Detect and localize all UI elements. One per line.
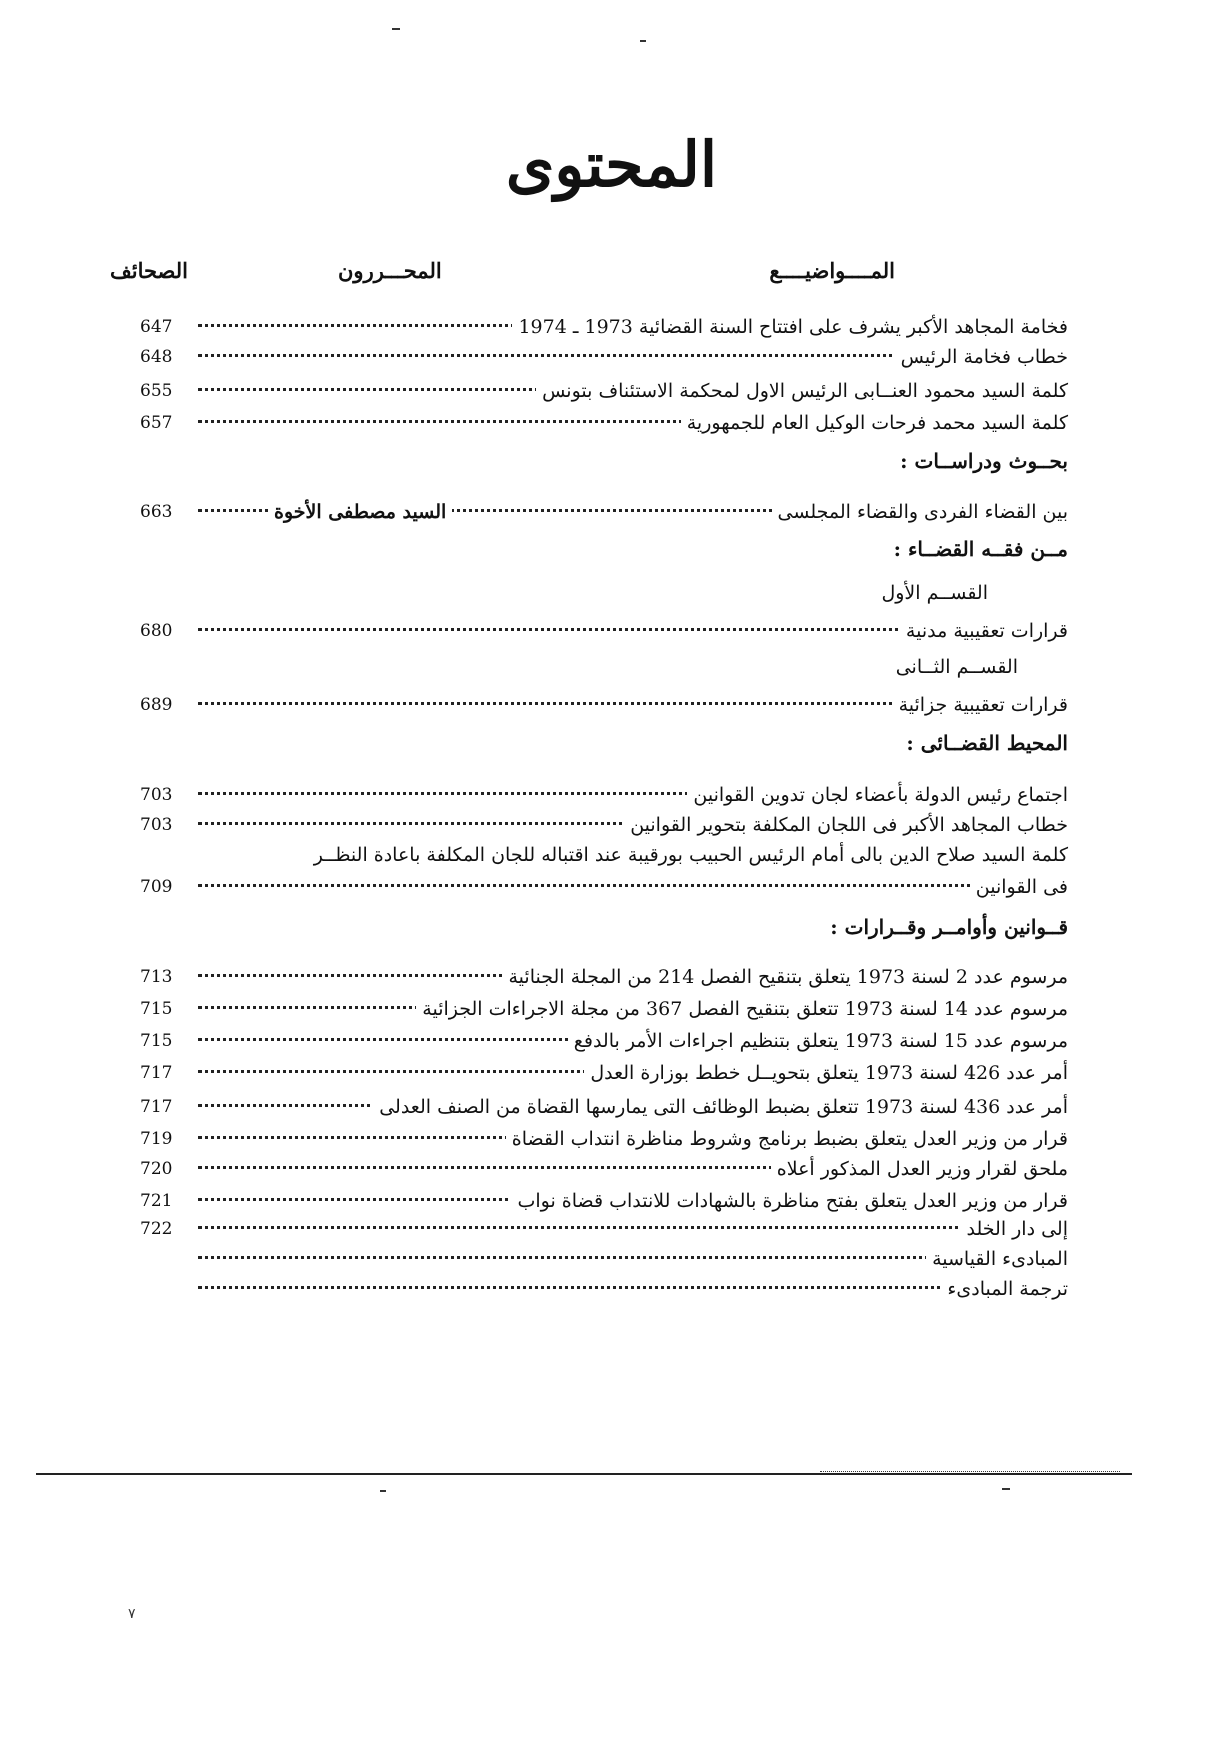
section-heading-jurisprudence: مــن فقــه القضــاء : — [893, 537, 1068, 561]
column-header-pages: الصحائف — [110, 258, 188, 283]
column-header-topics: المــــواضيــــع — [769, 258, 895, 283]
toc-entry-page: 655 — [140, 381, 173, 401]
toc-entry-page: 715 — [140, 999, 173, 1019]
toc-entry-title-line: كلمة السيد صلاح الدين بالى أمام الرئيس الحبيب بورقيبة عند اقتباله للجان المكلفة باعادة النظــر — [313, 844, 1068, 866]
toc-entry — [140, 1186, 1068, 1216]
toc-entry-page: 703 — [140, 815, 173, 835]
toc-entry — [140, 1058, 1068, 1088]
toc-entry-title: المبادىء القياسية — [926, 1244, 1068, 1274]
toc-entry — [140, 962, 1068, 992]
toc-entry — [140, 1124, 1068, 1154]
toc-entry-page: 689 — [140, 695, 173, 715]
toc-entry-page: 648 — [140, 347, 173, 367]
toc-entry-title: قرارات تعقيبية مدنية — [900, 616, 1068, 646]
toc-entry-page: 721 — [140, 1191, 173, 1211]
toc-entry-title: مرسوم عدد 14 لسنة 1973 تتعلق بتنقيح الفصل 367 من مجلة الاجراءات الجزائية — [416, 994, 1068, 1024]
leader-dots — [198, 1286, 1068, 1289]
scan-speck — [640, 40, 646, 42]
toc-entry — [140, 1154, 1068, 1184]
toc-entry-page: 713 — [140, 967, 173, 987]
section-heading-milieu: المحيط القضــائى : — [906, 731, 1068, 755]
toc-entry-page: 719 — [140, 1129, 173, 1149]
scan-speck — [380, 1490, 386, 1492]
toc-entry-page: 647 — [140, 317, 173, 337]
toc-entry-title: مرسوم عدد 15 لسنة 1973 يتعلق بتنظيم اجراءات الأمر بالدفع — [568, 1026, 1068, 1056]
toc-entry — [140, 1274, 1068, 1304]
toc-entry — [140, 690, 1068, 720]
subsection-part-two: القســم الثــانى — [895, 656, 1018, 678]
scan-speck — [1002, 1488, 1010, 1490]
toc-entry — [140, 1244, 1068, 1274]
toc-entry-title: فى القوانين — [970, 872, 1068, 902]
toc-entry — [140, 872, 1068, 902]
toc-entry-title: أمر عدد 426 لسنة 1973 يتعلق بتحويــل خطط بوزارة العدل — [584, 1058, 1068, 1088]
section-heading-laws: قــوانين وأوامــر وقــرارات : — [830, 915, 1068, 939]
toc-entry-page: 715 — [140, 1031, 173, 1051]
toc-entry-title: خطاب المجاهد الأكبر فى اللجان المكلفة بتحوير القوانين — [624, 810, 1068, 840]
toc-entry-title: قرارات تعقيبية جزائية — [893, 690, 1068, 720]
toc-entry-page: 657 — [140, 413, 173, 433]
page-title: المحتوى — [505, 128, 718, 201]
toc-entry — [140, 312, 1068, 342]
column-header-editors: المحـــررون — [338, 258, 442, 283]
toc-entry — [140, 780, 1068, 810]
toc-entry-title: ملحق لقرار وزير العدل المذكور أعلاه — [771, 1154, 1068, 1184]
toc-entry — [140, 1026, 1068, 1056]
toc-entry — [140, 810, 1068, 840]
toc-entry-title: كلمة السيد محمد فرحات الوكيل العام للجمهورية — [681, 408, 1068, 438]
toc-entry-page: 709 — [140, 877, 173, 897]
toc-entry-title: أمر عدد 436 لسنة 1973 تتعلق بضبط الوظائف التى يمارسها القضاة من الصنف العدلى — [373, 1092, 1068, 1122]
toc-entry — [140, 1214, 1068, 1244]
toc-entry — [140, 342, 1068, 372]
toc-entry-title: قرار من وزير العدل يتعلق بضبط برنامج وشروط مناظرة انتداب القضاة — [506, 1124, 1068, 1154]
toc-entry-page: 703 — [140, 785, 173, 805]
scan-speck — [392, 28, 400, 30]
leader-dots — [198, 1226, 1068, 1229]
toc-entry — [140, 994, 1068, 1024]
toc-entry-title: بين القضاء الفردى والقضاء المجلسى — [772, 497, 1068, 527]
toc-entry-page: 717 — [140, 1097, 173, 1117]
toc-entry-page: 720 — [140, 1159, 173, 1179]
toc-entry-page: 663 — [140, 502, 173, 522]
footer-rule — [36, 1473, 1132, 1475]
toc-entry-title: مرسوم عدد 2 لسنة 1973 يتعلق بتنقيح الفصل 214 من المجلة الجنائية — [503, 962, 1069, 992]
toc-entry-title: اجتماع رئيس الدولة بأعضاء لجان تدوين القوانين — [687, 780, 1068, 810]
toc-entry-title: فخامة المجاهد الأكبر يشرف على افتتاح السنة القضائية 1973 ـ 1974 — [512, 312, 1068, 342]
toc-entry-title: خطاب فخامة الرئيس — [895, 342, 1068, 372]
toc-entry-title: قرار من وزير العدل يتعلق بفتح مناظرة بالشهادات للانتداب قضاة نواب — [511, 1186, 1068, 1216]
page-number-mark: ٧ — [128, 1606, 136, 1622]
section-heading-research: بحــوث ودراســات : — [900, 449, 1068, 473]
toc-entry — [140, 497, 1068, 527]
toc-entry — [140, 376, 1068, 406]
toc-entry-title: كلمة السيد محمود العنــابى الرئيس الاول لمحكمة الاستئناف بتونس — [536, 376, 1068, 406]
leader-dots — [198, 884, 1068, 887]
toc-entry — [140, 1092, 1068, 1122]
footer-rule-dotted — [820, 1471, 1120, 1472]
toc-entry — [140, 616, 1068, 646]
toc-entry-page: 722 — [140, 1219, 173, 1239]
toc-entry-page: 717 — [140, 1063, 173, 1083]
toc-entry-title: ترجمة المبادىء — [941, 1274, 1068, 1304]
toc-entry-title: إلى دار الخلد — [961, 1214, 1069, 1244]
toc-entry-page: 680 — [140, 621, 173, 641]
toc-entry-author: السيد مصطفى الأخوة — [268, 497, 452, 527]
subsection-part-one: القســم الأول — [881, 582, 988, 604]
toc-entry — [140, 408, 1068, 438]
